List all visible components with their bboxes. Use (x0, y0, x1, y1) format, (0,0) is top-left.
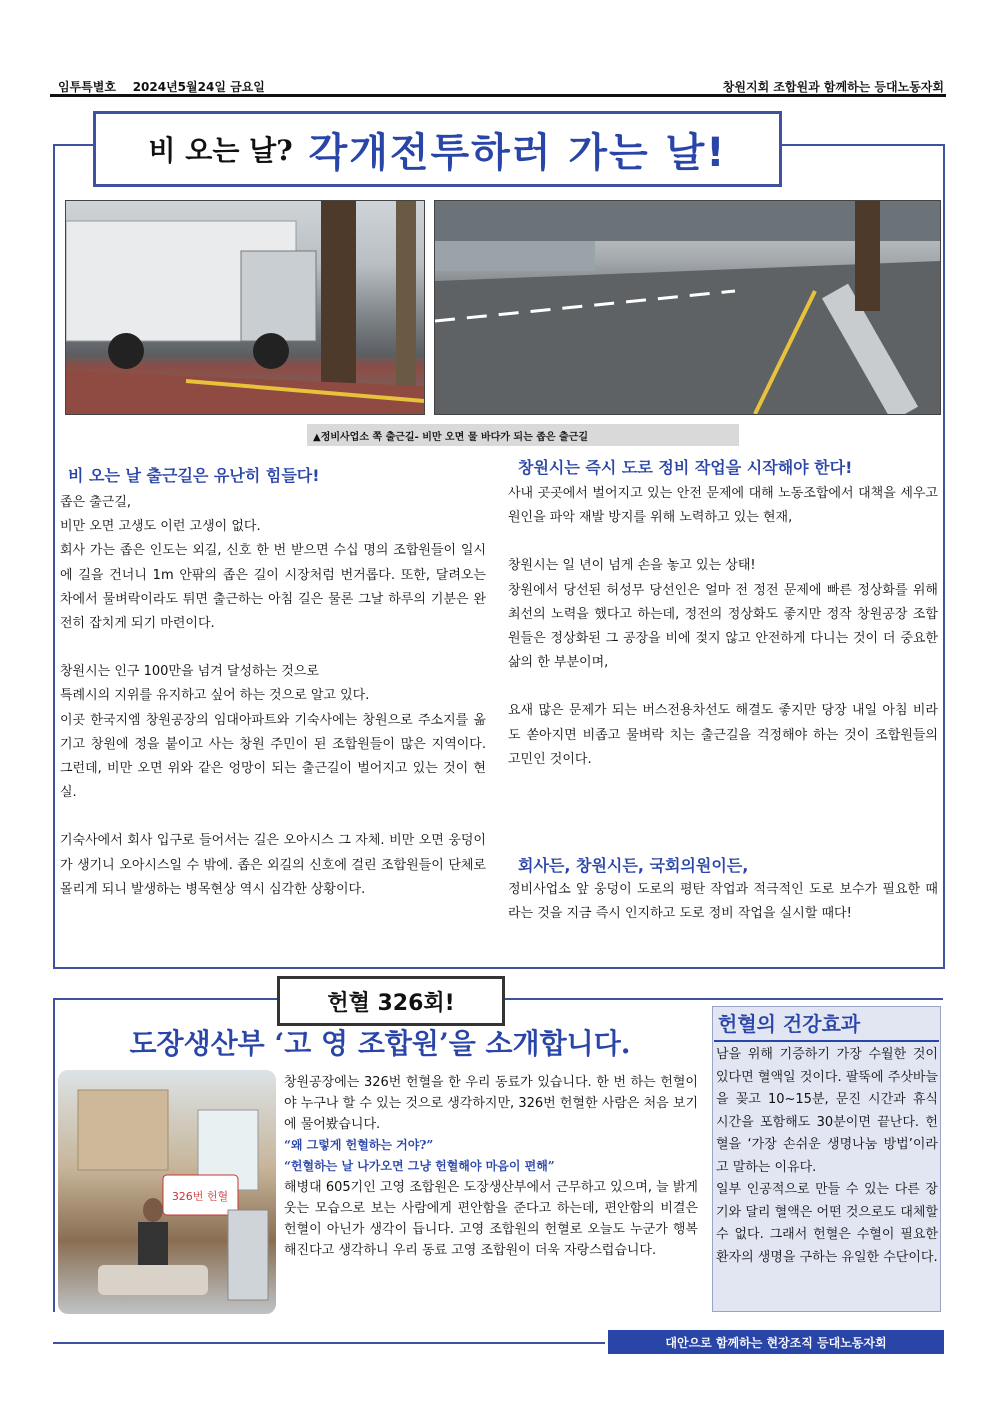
main-title-box (93, 111, 782, 187)
sidebar-divider (714, 1040, 939, 1042)
right-closing: 정비사업소 앞 웅덩이 도로의 평탄 작업과 적극적인 도로 보수가 필요한 때라는 것을 지금 즉시 인지하고 도로 정비 작업을 실시할 때다! (508, 882, 938, 922)
paragraph-gap (508, 675, 938, 699)
left-paragraph: 비만 오면 고생도 이런 고생이 없다. (60, 519, 261, 535)
footer-divider (53, 1342, 605, 1344)
blood-donation-badge: 헌혈 326회! (277, 976, 505, 1026)
quote-answer: “헌혈하는 날 나가오면 그냥 헌혈해야 마음이 편해” (284, 1159, 555, 1173)
issue-date (58, 78, 265, 95)
paragraph-gap (60, 805, 486, 829)
left-paragraph: 기숙사에서 회사 입구로 들어서는 길은 오아시스 그 자체. 비만 오면 웅덩이가 생기니 오아시스일 수 밖에. 좁은 외길의 신호에 걸린 조합원들이 단체로 몰리게 되니 발생하는 병목현상 역시 심각한 상황이다. (60, 833, 486, 897)
right-column (508, 482, 938, 772)
photo-caption: ▲정비사업소 쪽 출근길- 비만 오면 물 바다가 되는 좁은 출근길 (307, 424, 739, 446)
right-paragraph: 요새 많은 문제가 되는 버스전용차선도 해결도 좋지만 당장 내일 아침 비라도 쏟아지면 비좁고 물벼락 치는 출근길을 걱정해야 하는 것이 조합원들의 고민인 것이다. (508, 703, 938, 767)
frame-top-right (778, 144, 943, 146)
sidebar-paragraph: 남을 위해 기증하기 가장 수월한 것이 있다면 혈액일 것이다. 팔뚝에 주삿바늘을 꽂고 10~15분, 문진 시간과 휴식 시간을 포함해도 30분이면 끝난다. 헌혈을 ‘가장 손쉬운 생명나눔 방법’이라고 말하는 이유다. (716, 1047, 938, 1175)
profile-intro: 창원공장에는 326번 헌혈을 한 우리 동료가 있습니다. 한 번 하는 헌혈이야 누구나 할 수 있는 것으로 생각하지만, 326번 헌혈한 사람은 처음 보기에 물어봤습니다. (284, 1075, 698, 1132)
photo-truck-road (65, 200, 425, 415)
right-paragraph: 창원에서 당선된 허성무 당선인은 얼마 전 정전 문제에 빠른 정상화를 위해 최선의 노력을 했다고 하는데, 정전의 정상화도 좋지만 정작 창원공장 조합원들은 정상화된 그 공장을 비에 젖지 않고 안전하게 다니는 것이 더 중요한 삶의 한 부분이며, (508, 582, 938, 671)
sidebar-text (716, 1044, 938, 1269)
left-column (60, 491, 486, 902)
left-paragraph: 이곳 한국지엠 창원공장의 임대아파트와 기숙사에는 창원으로 주소지를 옮기고 창원에 정을 붙이고 사는 창원 주민이 된 조합원들이 많은 지역이다. 그런데, 비만 오면 위와 같은 엉망이 되는 출근길이 벌어지고 있는 것이 현실. (60, 712, 486, 801)
left-paragraph: 창원시는 인구 100만을 넘겨 달성하는 것으로 (60, 664, 319, 680)
sidebar-paragraph: 일부 인공적으로 만들 수 있는 다른 장기와 달리 혈액은 어떤 것으로도 대체할 수 없다. 그래서 헌혈은 수혈이 필요한 환자의 생명을 구하는 유일한 수단이다. (716, 1182, 938, 1265)
title-small: 비 오는 날? (148, 134, 293, 167)
profile-text (284, 1072, 698, 1261)
footer-label: 대안으로 함께하는 현장조직 등대노동자회 (608, 1330, 944, 1354)
photo-sign: 326번 헌혈 (171, 1190, 229, 1203)
right-heading-2: 회사든, 창원시든, 국회의원이든, (518, 856, 749, 875)
right-paragraph: 창원시는 일 년이 넘게 손을 놓고 있는 상태! (508, 558, 756, 574)
paragraph-gap (60, 636, 486, 660)
right-heading: 창원시는 즉시 도로 정비 작업을 시작해야 한다! (518, 458, 853, 477)
photo-truck-illustration (66, 201, 424, 414)
paragraph-gap (508, 530, 938, 554)
left-paragraph: 특례시의 지위를 유지하고 싶어 하는 것으로 알고 있다. (60, 688, 370, 704)
right-paragraph: 사내 곳곳에서 벌어지고 있는 안전 문제에 대해 노동조합에서 대책을 세우고 원인을 파악 재발 방지를 위해 노력하고 있는 현재, (508, 486, 938, 526)
title-big: 각개전투하러 가는 날! (308, 129, 727, 176)
left-heading: 비 오는 날 출근길은 유난히 힘들다! (68, 466, 320, 485)
publisher-label: 창원지회 조합원과 함께하는 등대노동자회 (722, 80, 944, 94)
sidebar-title: 헌혈의 건강효과 (718, 1012, 861, 1036)
profile-body: 해병대 605기인 고영 조합원은 도장생산부에서 근무하고 있으며, 늘 밝게 웃는 모습으로 보는 사람에게 편안함을 준다고 하는데, 편안함의 비결은 헌혈이 아닌가 생각이 듭니다. 고영 조합원의 헌혈로 오늘도 누군가 행복해진다고 생각하니 우리 동료 고영 조합원이 더욱 자랑스럽습니다. (284, 1180, 698, 1258)
photo-donor (58, 1070, 276, 1314)
photo-road-illustration (435, 201, 940, 414)
date-label: 2024년5월24일 금요일 (132, 80, 265, 94)
issue-label: 임투특별호 (58, 80, 116, 94)
frame-top-left (53, 144, 95, 146)
header-divider (50, 94, 946, 97)
photo-donor-illustration (58, 1070, 276, 1314)
profile-headline: 도장생산부 ‘고 영 조합원’을 소개합니다. (129, 1027, 631, 1060)
photo-wet-road (434, 200, 941, 415)
left-paragraph: 좁은 출근길, (60, 495, 132, 510)
quote-question: “왜 그렇게 헌혈하는 거야?” (284, 1138, 434, 1152)
left-paragraph: 회사 가는 좁은 인도는 외길, 신호 한 번 받으면 수십 명의 조합원들이 일시에 길을 건너니 1m 안팎의 좁은 길이 시장처럼 번거롭다. 또한, 달려오는 차에서 물벼락이라도 튀면 출근하는 아침 길은 물론 그날 하루의 기분은 완전히 잡치게 되기 마련이다. (60, 543, 486, 632)
